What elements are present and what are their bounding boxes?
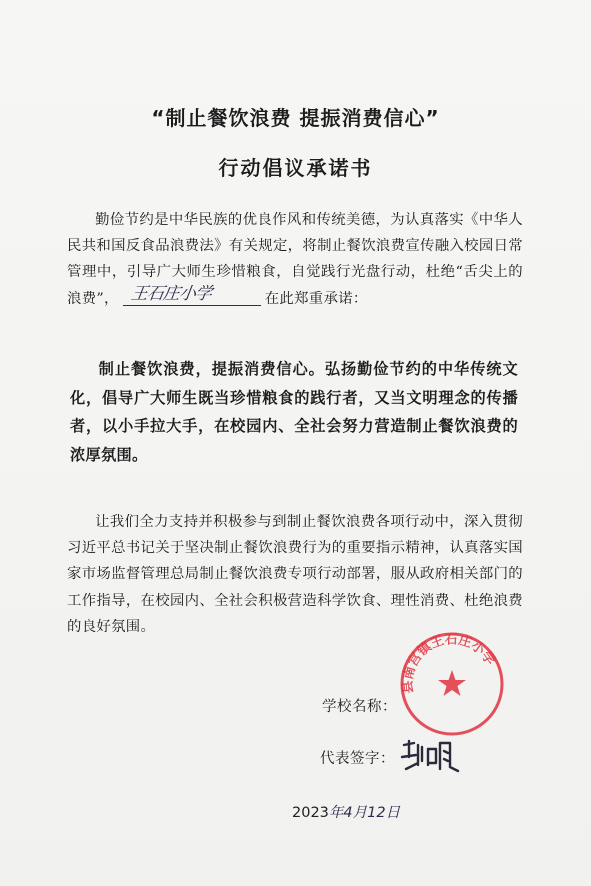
stamp-star-icon bbox=[438, 670, 466, 696]
paragraph-2 bbox=[70, 355, 518, 469]
date-line bbox=[292, 801, 400, 822]
paragraph-1 bbox=[67, 207, 523, 312]
stamp-text: 县南宫镇王石庄小学 bbox=[400, 632, 498, 695]
paragraph-1-tail: 在此郑重承诺： bbox=[264, 290, 368, 307]
paragraph-2-text: 制止餐饮浪费，提振消费信心。弘扬勤俭节约的中华传统文化，倡导广大师生既当珍惜粮食的践行者，又当文明理念的传播者，以小手拉大手，在校园内、全社会努力营造制止餐饮浪费的浓厚氛围。 bbox=[70, 360, 518, 464]
school-name-handwritten: 王石庄小学 bbox=[129, 283, 213, 304]
paragraph-3-text: 让我们全力支持并积极参与到制止餐饮浪费各项行动中，深入贯彻习近平总书记关于坚决制止餐饮浪费行为的重要指示精神，认真落实国家市场监督管理总局制止餐饮浪费专项行动部署，服从政府相关部门的工作指导，在校园内、全社会积极营造科学饮食、理性消费、杜绝浪费的良好氛围。 bbox=[67, 514, 523, 635]
school-name-label: 学校名称： bbox=[322, 699, 397, 715]
title-line-2: 行动倡议承诺书 bbox=[218, 156, 373, 180]
school-name-field bbox=[123, 283, 261, 306]
official-seal bbox=[396, 628, 508, 740]
title-line-1: “制止餐饮浪费 提振消费信心” bbox=[151, 106, 440, 130]
handwritten-signature bbox=[398, 735, 468, 775]
paragraph-3 bbox=[67, 509, 523, 640]
date-handwritten: 年4月12日 bbox=[328, 805, 401, 821]
paragraph-1-text: 勤俭节约是中华民族的优良作风和传统美德，为认真落实《中华人民共和国反食品浪费法》有关规定，将制止餐饮浪费宣传融入校园日常管理中，引导广大师生珍惜粮食，自觉践行光盘行动，杜绝“舌尖上的浪费”， bbox=[67, 212, 523, 307]
date-year: 2023 bbox=[292, 805, 329, 821]
representative-signature-label: 代表签字： bbox=[320, 751, 395, 767]
